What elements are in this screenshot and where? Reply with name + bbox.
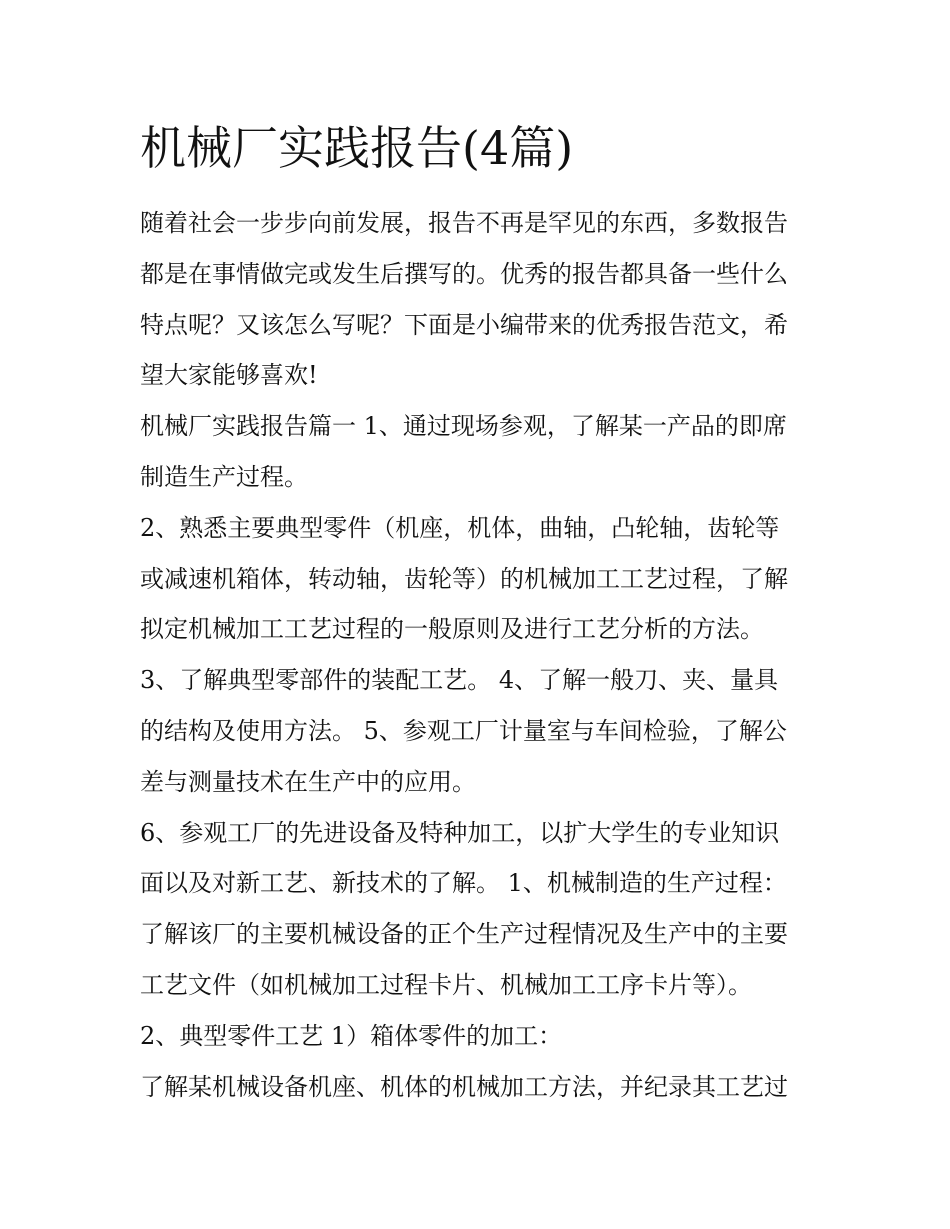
body-line: 2、典型零件工艺 1）箱体零件的加工： <box>140 1021 563 1050</box>
body-line: 制造生产过程。 <box>140 462 308 491</box>
body-line: 6、参观工厂的先进设备及特种加工，以扩大学生的专业知识 <box>140 818 780 847</box>
body-line: 2、熟悉主要典型零件（机座，机体，曲轴，凸轮轴，齿轮等 <box>140 513 780 542</box>
body-line: 随着社会一步步向前发展，报告不再是罕见的东西，多数报告 <box>140 209 788 237</box>
body-line: 工艺文件（如机械加工过程卡片、机械加工工序卡片等）。 <box>140 970 752 999</box>
body-line: 望大家能够喜欢! <box>140 361 318 390</box>
body-line: 3、了解典型零部件的装配工艺。 4、了解一般刀、夹、量具 <box>140 666 779 695</box>
body-line: 拟定机械加工工艺过程的一般原则及进行工艺分析的方法。 <box>140 615 764 644</box>
body-line: 差与测量技术在生产中的应用。 <box>140 767 476 796</box>
body-line: 机械厂实践报告篇一 1、通过现场参观，了解某一产品的即席 <box>140 412 787 441</box>
body-line: 了解该厂的主要机械设备的正个生产过程情况及生产中的主要 <box>140 920 788 949</box>
body-line: 了解某机械设备机座、机体的机械加工方法，并纪录其工艺过 <box>140 1072 788 1101</box>
body-line: 的结构及使用方法。 5、参观工厂计量室与车间检验，了解公 <box>140 716 787 745</box>
body-line: 或减速机箱体，转动轴，齿轮等）的机械加工工艺过程，了解 <box>140 564 788 593</box>
body-line: 面以及对新工艺、新技术的了解。 1、机械制造的生产过程： <box>140 869 787 898</box>
document-title: 机械厂实践报告(4篇) <box>140 121 574 175</box>
document-body <box>140 198 820 1112</box>
body-line: 都是在事情做完或发生后撰写的。优秀的报告都具备一些什么 <box>140 259 788 288</box>
body-line: 特点呢？又该怎么写呢？下面是小编带来的优秀报告范文，希 <box>140 310 788 339</box>
